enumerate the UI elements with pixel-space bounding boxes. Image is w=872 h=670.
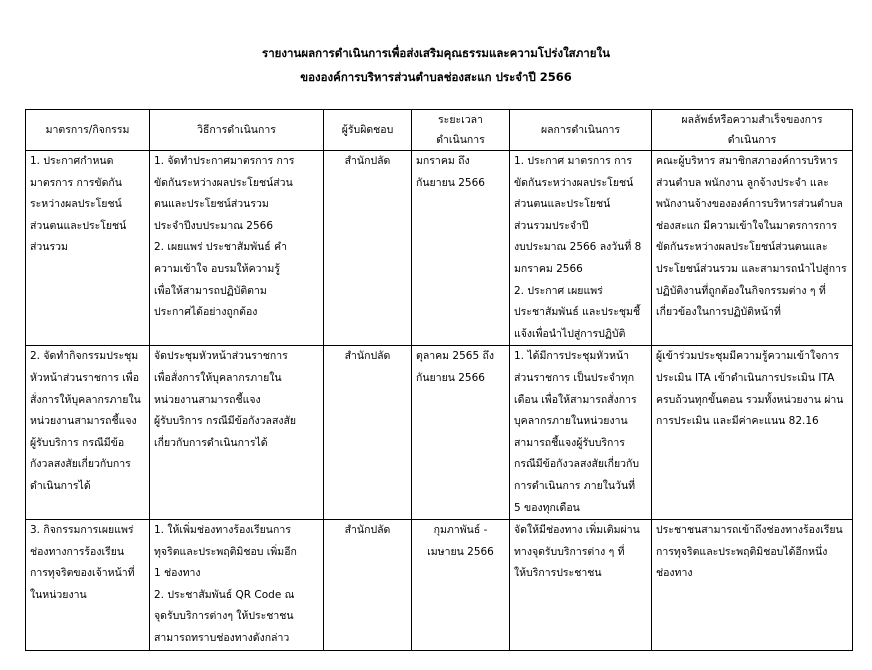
text-line: กุมภาพันธ์ - [433, 524, 488, 537]
text-line: ดำเนินการได้ [30, 479, 91, 492]
text-line: เดือน เพื่อให้สามารถสั่งการ [514, 393, 637, 406]
text-line: ส่วนตนและประโยชน์ [30, 219, 127, 232]
text-line: คณะผู้บริหาร สมาชิกสภาองค์การบริหาร [656, 155, 838, 167]
text-line: ตุลาคม 2565 ถึง [416, 350, 494, 363]
cell-outcome [652, 151, 853, 346]
text-line: ประโยชน์ส่วนรวม และสามารถนำไปสู่การ [656, 262, 847, 275]
cell-period [412, 151, 510, 346]
text-line: หน่วยงานสามารถชี้แจง [154, 393, 261, 406]
text-line: 2. ประกาศ เผยแพร่ [514, 284, 603, 297]
text-line: ปฏิบัติงานที่ถูกต้องในกิจกรรมต่าง ๆ ที่ [656, 284, 826, 297]
text-line: ประจำปีงบประมาณ 2566 [154, 219, 274, 232]
text-line: 1. ประกาศ มาตรการ การ [514, 155, 632, 167]
text-line: ช่องสะแก มีความเข้าใจในมาตรการการ [656, 219, 838, 232]
text-line: 3. กิจกรรมการเผยแพร่ [30, 524, 134, 537]
text-line: กรณีมีข้อกังวลสงสัยเกี่ยวกับ [514, 458, 640, 471]
text-line: 1. ได้มีการประชุมหัวหน้า [514, 350, 630, 363]
report-table [25, 109, 853, 651]
cell-method [150, 520, 324, 651]
text-line: ประชาสัมพันธ์ และประชุมชี้ [514, 306, 641, 319]
cell-measure [26, 520, 150, 651]
text-line: ส่วนรวม [30, 241, 68, 254]
cell-method [150, 346, 324, 520]
cell-outcome [652, 346, 853, 520]
text-line: ผู้รับบริการ กรณีมีข้อกังวลสงสัย [154, 415, 297, 428]
text-line: หน่วยงานสามารถชี้แจง [30, 415, 137, 428]
text-line: เกี่ยวกับการดำเนินการได้ [154, 436, 268, 449]
text-line: ประชาชนสามารถเข้าถึงช่องทางร้องเรียน [656, 524, 843, 537]
text-line: มกราคม ถึง [416, 155, 470, 167]
header-outcome [652, 110, 853, 151]
cell-owner: สำนักปลัด [324, 520, 412, 651]
text-line: ช่องทาง [656, 567, 693, 580]
text-line: ขัดกันระหว่างผลประโยชน์ส่วนตนและ [656, 241, 828, 254]
cell-method [150, 151, 324, 346]
text-line: 2. เผยแพร่ ประชาสัมพันธ์ คำ [154, 241, 287, 254]
text-line: ประกาศได้อย่างถูกต้อง [154, 306, 258, 319]
cell-result [510, 520, 652, 651]
header-result: ผลการดำเนินการ [510, 110, 652, 151]
cell-result [510, 151, 652, 346]
text-line: ผู้รับบริการ กรณีมีข้อ [30, 436, 125, 449]
header-measure: มาตรการ/กิจกรรม [26, 110, 150, 151]
header-period-line: ระยะเวลา [438, 114, 483, 126]
text-line: การทุจริตของเจ้าหน้าที่ [30, 567, 135, 580]
cell-period [412, 346, 510, 520]
text-line: ครบถ้วนทุกขั้นตอน รวมทั้งหน่วยงาน ผ่าน [656, 393, 844, 406]
table-row [26, 520, 853, 651]
text-line: กันยายน 2566 [416, 371, 485, 384]
text-line: ประเมิน ITA เข้าดำเนินการประเมิน ITA [656, 371, 835, 384]
text-line: เมษายน 2566 [427, 545, 494, 558]
text-line: เกี่ยวข้องในการปฏิบัติหน้าที่ [656, 306, 781, 319]
text-line: การดำเนินการ ภายในวันที่ [514, 479, 636, 492]
header-outcome-line: ดำเนินการ [727, 134, 777, 146]
text-line: บุคลากรภายในหน่วยงาน [514, 415, 628, 428]
text-line: แจ้งเพื่อนำไปสู่การปฏิบัติ [514, 327, 626, 340]
text-line: ทางจุดรับบริการต่าง ๆ ที่ [514, 545, 625, 558]
text-line: ทุจริตและประพฤติมิชอบ เพิ่มอีก [154, 545, 297, 558]
text-line: ส่วนราชการ เป็นประจำทุก [514, 371, 635, 384]
text-line: เพื่อให้สามารถปฏิบัติตาม [154, 284, 267, 297]
cell-period [412, 520, 510, 651]
text-line: ส่วนตนและประโยชน์ [514, 198, 611, 211]
text-line: กันยายน 2566 [416, 176, 485, 189]
cell-measure [26, 151, 150, 346]
text-line: 1. ให้เพิ่มช่องทางร้องเรียนการ [154, 524, 291, 537]
cell-owner: สำนักปลัด [324, 151, 412, 346]
header-period-line: ดำเนินการ [436, 134, 485, 146]
table-row [26, 151, 853, 346]
text-line: ความเข้าใจ อบรมให้ความรู้ [154, 262, 280, 275]
text-line: ผู้เข้าร่วมประชุมมีความรู้ความเข้าใจการ [656, 350, 840, 363]
cell-outcome [652, 520, 853, 651]
text-line: งบประมาณ 2566 ลงวันที่ 8 [514, 241, 642, 254]
header-method: วิธีการดำเนินการ [150, 110, 324, 151]
text-line: ระหว่างผลประโยชน์ [30, 198, 122, 211]
text-line: มกราคม 2566 [514, 262, 583, 275]
text-line: ในหน่วยงาน [30, 588, 87, 601]
cell-measure [26, 346, 150, 520]
text-line: 1 ช่องทาง [154, 567, 201, 580]
header-owner: ผู้รับผิดชอบ [324, 110, 412, 151]
report-title-line-1: รายงานผลการดำเนินการเพื่อส่งเสริมคุณธรรมและความโปร่งใสภายใน [262, 46, 610, 60]
text-line: ส่วนรวมประจำปี [514, 219, 589, 232]
text-line: 2. จัดทำกิจกรรมประชุม [30, 350, 139, 363]
text-line: จัดให้มีช่องทาง เพิ่มเติมผ่าน [514, 524, 640, 537]
text-line: หัวหน้าส่วนราชการ เพื่อ [30, 371, 140, 384]
text-line: 1. ประกาศกำหนด [30, 155, 114, 167]
text-line: ขัดกันระหว่างผลประโยชน์ส่วน [154, 176, 293, 189]
text-line: ช่องทางการร้องเรียน [30, 545, 125, 558]
text-line: สามารถทราบช่องทางดังกล่าว [154, 632, 290, 645]
cell-result [510, 346, 652, 520]
text-line: กังวลสงสัยเกี่ยวกับการ [30, 458, 131, 471]
report-title-line-2: ขององค์การบริหารส่วนตำบลช่องสะแก ประจำปี 2566 [300, 70, 572, 84]
text-line: 1. จัดทำประกาศมาตรการ การ [154, 155, 295, 167]
text-line: การประเมิน และมีค่าคะแนน 82.16 [656, 415, 819, 428]
text-line: ส่วนตำบล พนักงาน ลูกจ้างประจำ และ [656, 176, 829, 189]
text-line: ให้บริการประชาชน [514, 567, 602, 580]
table-header-row [26, 110, 853, 151]
text-line: จุดรับบริการต่างๆ ให้ประชาชน [154, 610, 294, 623]
text-line: การทุจริตและประพฤติมิชอบได้อีกหนึ่ง [656, 545, 828, 558]
text-line: มาตรการ การขัดกัน [30, 176, 122, 189]
text-line: พนักงานจ้างขององค์การบริหารส่วนตำบล [656, 198, 843, 211]
text-line: ขัดกันระหว่างผลประโยชน์ [514, 176, 634, 189]
cell-owner: สำนักปลัด [324, 346, 412, 520]
text-line: สามารถชี้แจงผู้รับบริการ [514, 436, 625, 449]
text-line: ตนและประโยชน์ส่วนรวม [154, 198, 269, 211]
text-line: 5 ของทุกเดือน [514, 501, 580, 514]
text-line: เพื่อสั่งการให้บุคลากรภายใน [154, 371, 282, 384]
text-line: สั่งการให้บุคลากรภายใน [30, 393, 141, 406]
header-period [412, 110, 510, 151]
header-outcome-line: ผลลัพธ์หรือความสำเร็จของการ [681, 114, 823, 126]
text-line: จัดประชุมหัวหน้าส่วนราชการ [154, 350, 288, 363]
table-row [26, 346, 853, 520]
text-line: 2. ประชาสัมพันธ์ QR Code ณ [154, 588, 295, 601]
